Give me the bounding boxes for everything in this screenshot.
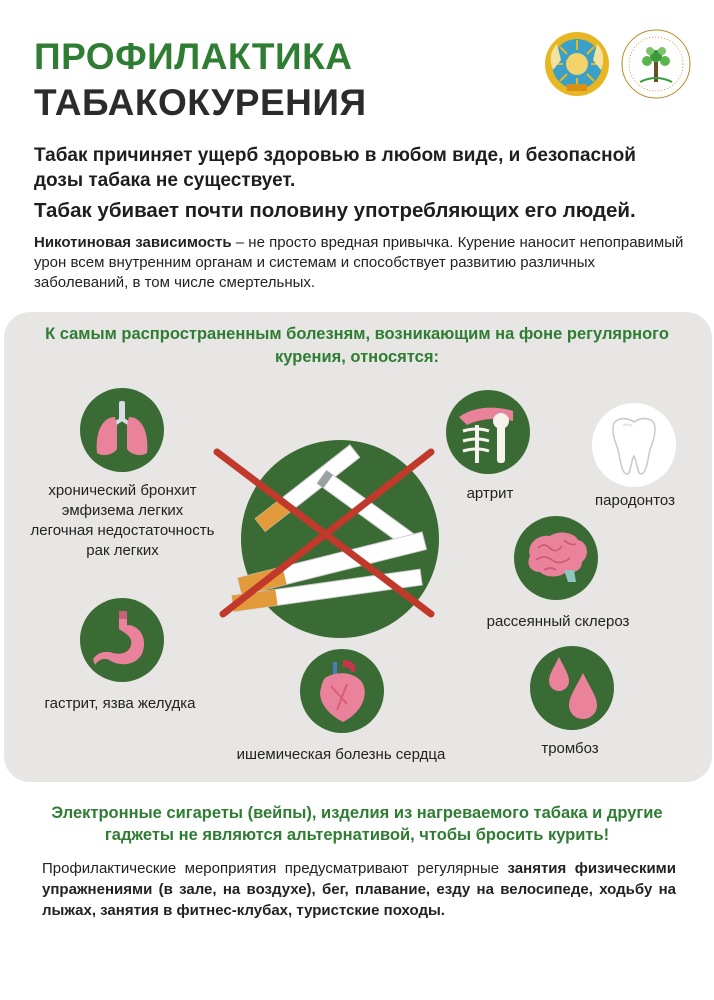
heart-icon	[300, 649, 384, 733]
tree-logo-icon	[620, 28, 692, 100]
prevention-paragraph	[42, 858, 676, 921]
intro-paragraph	[34, 233, 684, 293]
vape-warning: Электронные сигареты (вейпы), изделия из нагреваемого табака и другие гаджеты не являются альтернативой, чтобы бросить курить!	[51, 804, 663, 844]
prevention-text-plain: Профилактические мероприятия предусматривают регулярные	[42, 860, 508, 877]
tooth-icon	[592, 403, 676, 487]
intro-paragraph-bold: Никотиновая зависимость	[34, 234, 232, 251]
intro-statement-1: Табак причиняет ущерб здоровью в любом виде, и безопасной дозы табака не существует.	[34, 145, 636, 191]
tooth-label: пародонтоз	[595, 492, 675, 509]
stomach-label: гастрит, язва желудка	[44, 695, 196, 712]
page-title-line1: ПРОФИЛАКТИКА	[34, 36, 353, 77]
lungs-icon	[80, 388, 164, 472]
lungs-label: хронический бронхит эмфизема легких легочная недостаточность рак легких	[30, 482, 215, 559]
prevention-text-bold: занятия физическими упражнениями (в зале, на воздухе), бег, плавание, езду на велосипеде, ходьбу на лыжах, занятия в фитнес-клубах, туристские походы.	[42, 860, 676, 919]
page-title-line2: ТАБАКОКУРЕНИЯ	[34, 82, 367, 123]
intro-statement-2: Табак убивает почти половину употребляющих его людей.	[34, 199, 636, 222]
blood-drops-icon	[530, 646, 614, 730]
heart-label: ишемическая болезнь сердца	[236, 746, 446, 763]
shoulder-joint-icon	[446, 390, 530, 474]
brain-label: рассеянный склероз	[486, 613, 630, 630]
state-emblem-icon	[543, 30, 611, 98]
blood-label: тромбоз	[541, 740, 599, 757]
cigarettes-crossed-icon	[241, 440, 439, 638]
joint-label: артрит	[466, 485, 514, 502]
diseases-heading: К самым распространенным болезням, возникающим на фоне регулярного курения, относятся:	[45, 325, 669, 366]
intro-paragraph-rest: – не просто вредная привычка. Курение наносит непоправимый урон всем внутренним органам и системам и способствует развитию различных заболеваний, в том числе смертельных.	[34, 234, 684, 291]
stomach-icon	[80, 598, 164, 682]
brain-icon	[514, 516, 598, 600]
